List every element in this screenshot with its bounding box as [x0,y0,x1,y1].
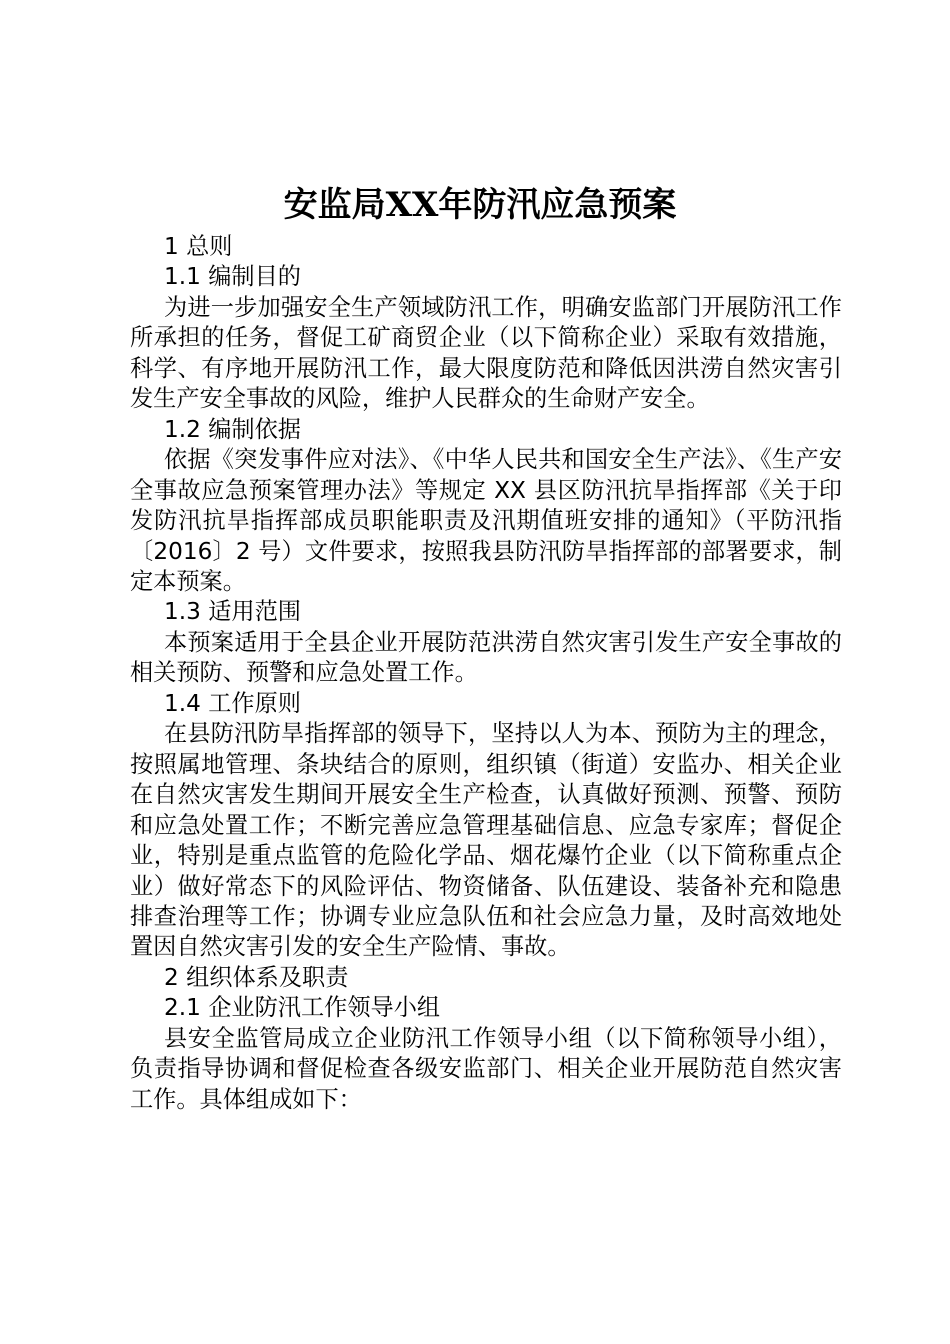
body-paragraph: 为进一步加强安全生产领域防汛工作，明确安监部门开展防汛工作所承担的任务，督促工矿商贸企业（以下简称企业）采取有效措施，科学、有序地开展防汛工作，最大限度防范和降低因洪涝自然灾害引发生产安全事故的风险，维护人民群众的生命财产安全。 [130,293,842,413]
section-heading: 1.2 编制依据 [164,415,301,443]
section-heading: 1.4 工作原则 [164,689,301,717]
section-heading: 1.3 适用范围 [164,598,301,626]
document-body [130,232,842,1115]
section-heading: 2.1 企业防汛工作领导小组 [164,994,441,1022]
body-paragraph: 依据《突发事件应对法》、《中华人民共和国安全生产法》、《生产安全事故应急预案管理办法》等规定 XX 县区防汛抗旱指挥部《关于印发防汛抗旱指挥部成员职能职责及汛期值班安排的通知》（平防汛指〔2016〕2 号）文件要求，按照我县防汛防旱指挥部的部署要求，制定本预案。 [130,446,842,595]
body-paragraph: 县安全监管局成立企业防汛工作领导小组（以下简称领导小组），负责指导协调和督促检查各级安监部门、相关企业开展防范自然灾害工作。具体组成如下： [130,1024,842,1113]
section-heading: 1.1 编制目的 [164,263,301,291]
body-paragraph: 在县防汛防旱指挥部的领导下，坚持以人为本、预防为主的理念，按照属地管理、条块结合的原则，组织镇（街道）安监办、相关企业在自然灾害发生期间开展安全生产检查，认真做好预测、预警、预防和应急处置工作；不断完善应急管理基础信息、应急专家库；督促企业，特别是重点监管的危险化学品、烟花爆竹企业（以下简称重点企业）做好常态下的风险评估、物资储备、队伍建设、装备补充和隐患排查治理等工作；协调专业应急队伍和社会应急力量，及时高效地处置因自然灾害引发的安全生产险情、事故。 [130,720,842,961]
section-heading: 1 总则 [164,233,233,260]
body-paragraph: 本预案适用于全县企业开展防范洪涝自然灾害引发生产安全事故的相关预防、预警和应急处置工作。 [130,628,842,687]
section-heading: 2 组织体系及职责 [164,963,349,991]
document-title: 安监局XX年防汛应急预案 [283,185,677,225]
